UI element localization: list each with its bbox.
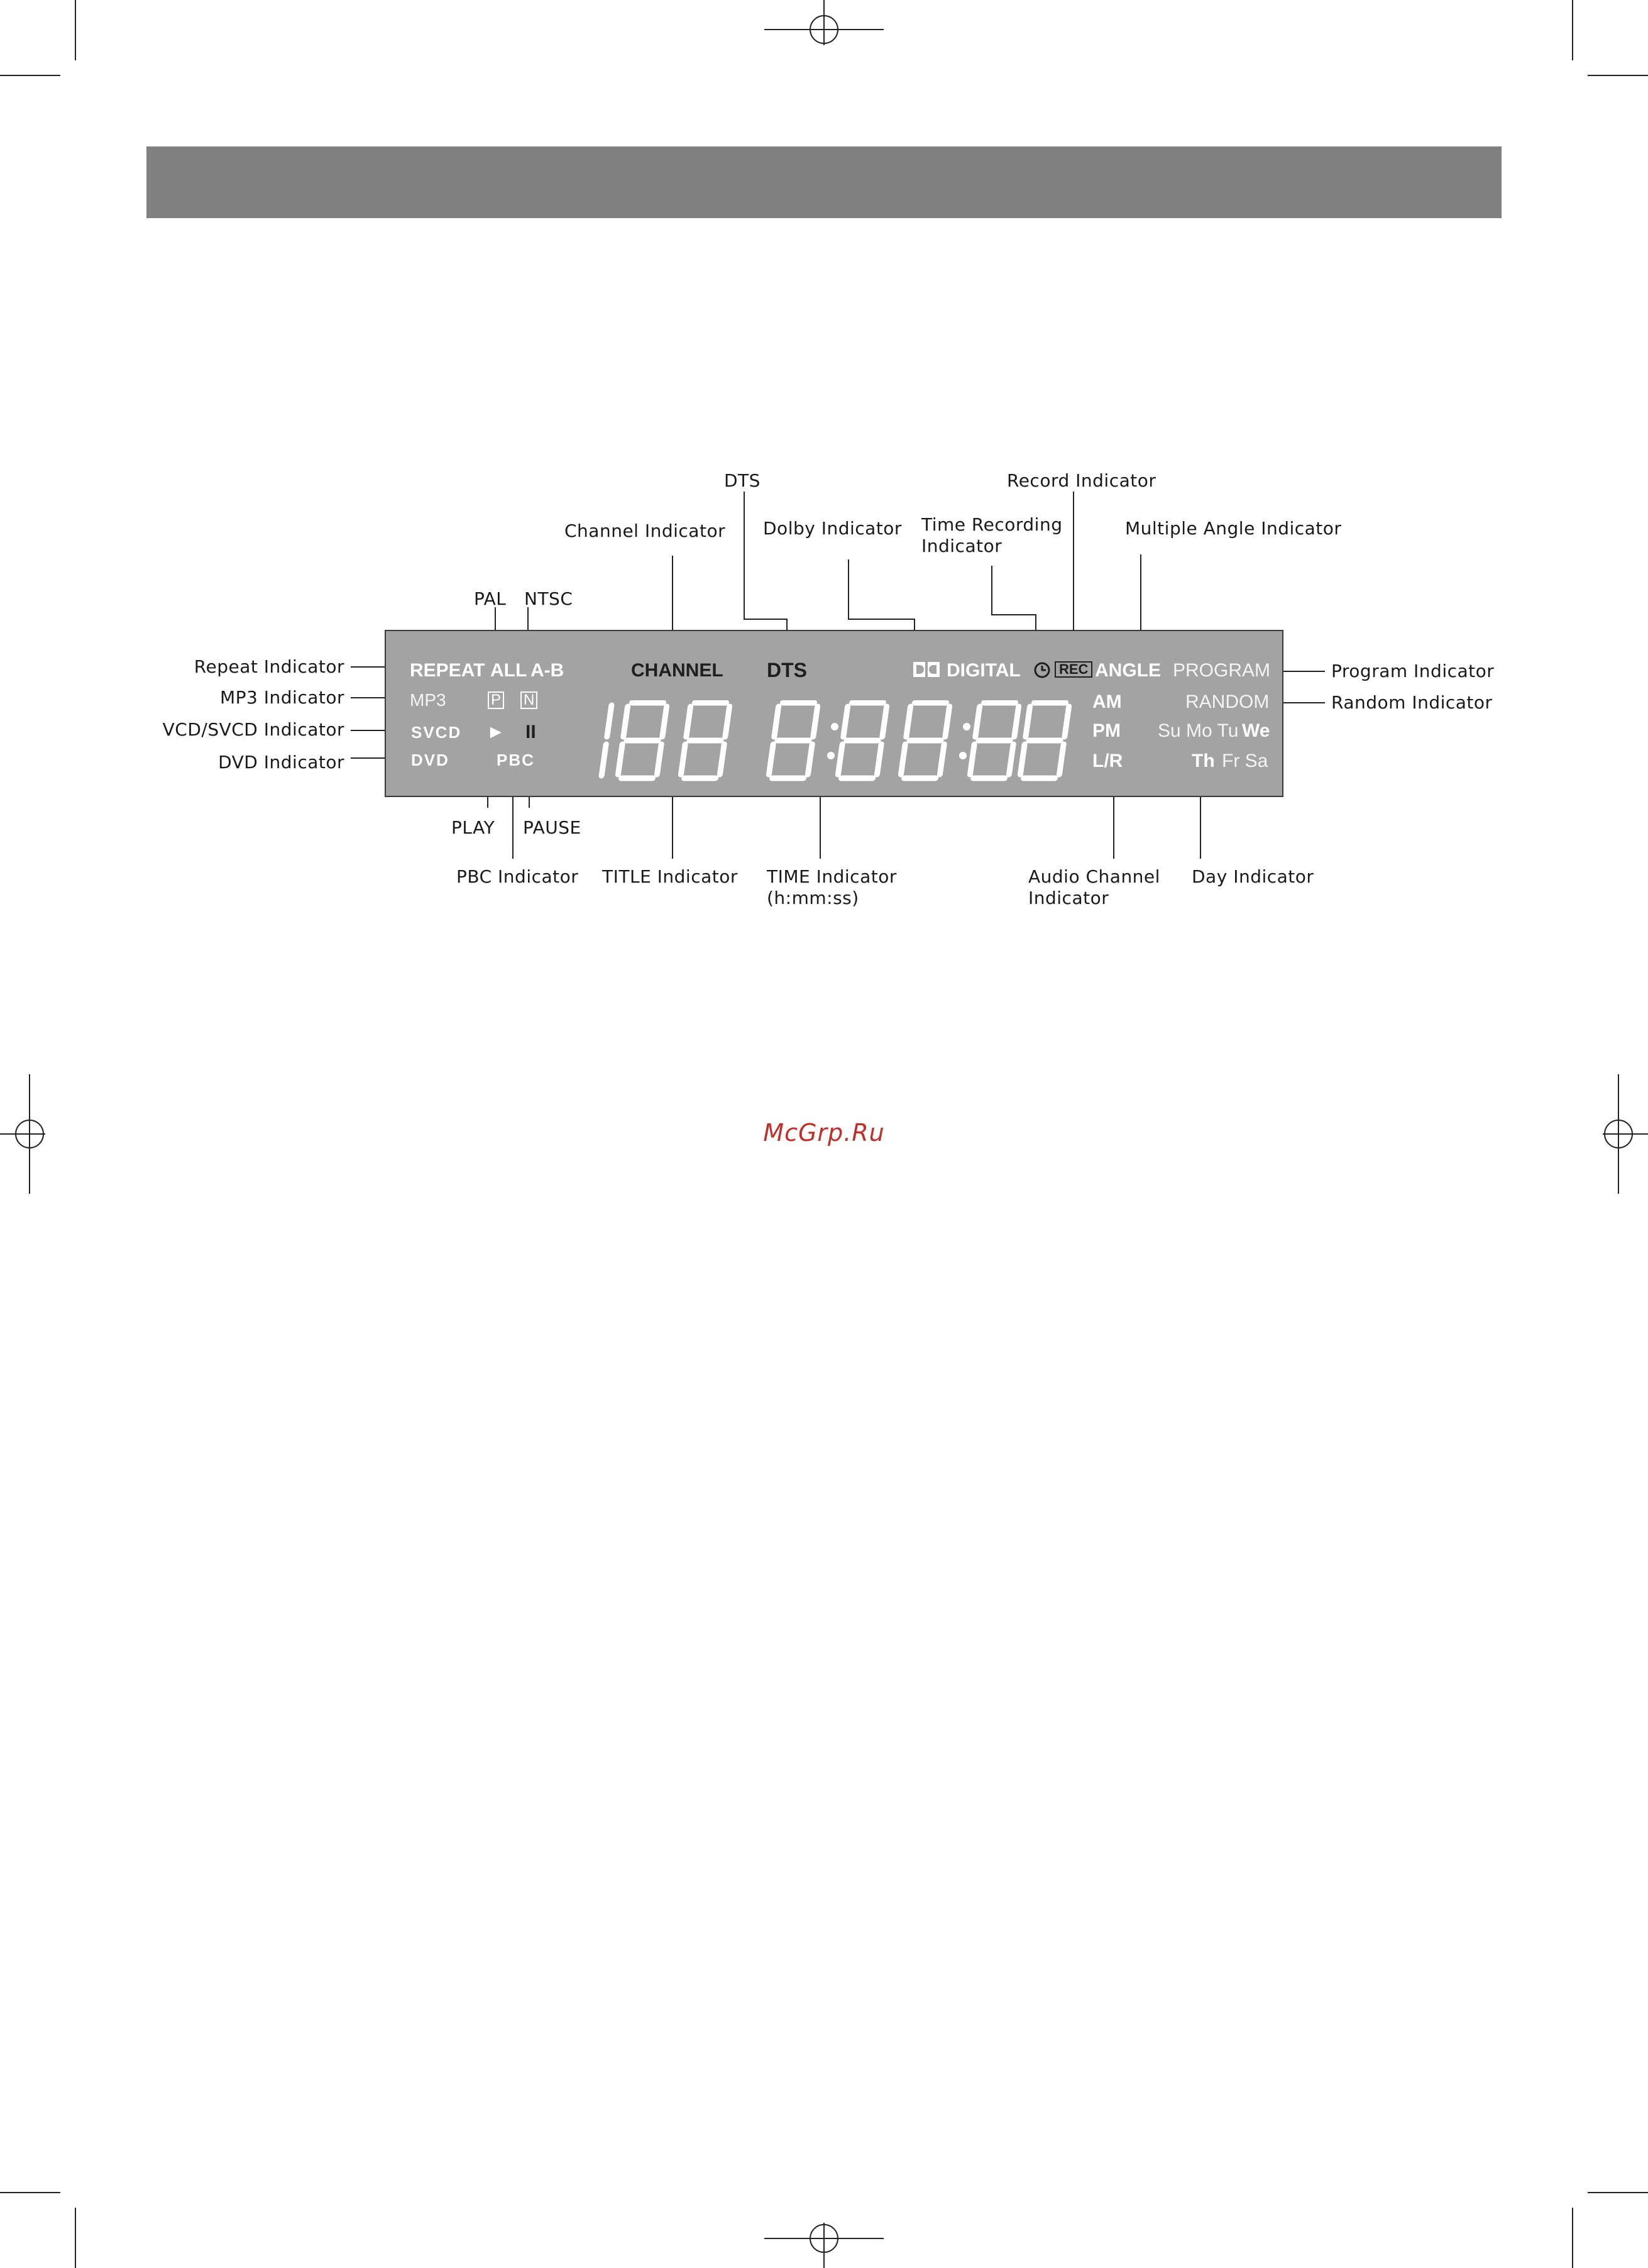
pm-segment: PM xyxy=(1092,720,1121,741)
title-digit-3 xyxy=(681,703,730,778)
repeat-segment: REPEAT xyxy=(410,660,485,681)
time-digit-sec-1 xyxy=(970,703,1019,778)
ab-segment: A-B xyxy=(530,660,564,681)
time-digit-min-1 xyxy=(838,703,887,778)
label-play: PLAY xyxy=(451,817,495,838)
days-segment-row2: Fr Sa xyxy=(1222,751,1268,771)
pbc-segment: PBC xyxy=(497,751,535,769)
label-channel-indicator: Channel Indicator xyxy=(564,520,726,541)
digital-segment: DIGITAL xyxy=(947,660,1021,681)
label-audio-channel-2: Indicator xyxy=(1028,888,1109,908)
pause-icon: II xyxy=(525,722,536,742)
random-segment: RANDOM xyxy=(1185,691,1270,712)
ntsc-segment: N xyxy=(520,691,537,709)
label-multiple-angle-indicator: Multiple Angle Indicator xyxy=(1125,518,1342,539)
dolby-double-d-icon xyxy=(913,660,940,683)
time-digit-sec-2 xyxy=(1020,703,1070,778)
dvd-segment: DVD xyxy=(411,751,449,769)
label-vcd-svcd-indicator: VCD/SVCD Indicator xyxy=(162,719,344,740)
thursday-segment: Th xyxy=(1192,751,1215,771)
label-time-indicator-1: TIME Indicator xyxy=(767,866,897,887)
label-dts-top: DTS xyxy=(724,470,761,491)
title-digit-1 xyxy=(602,705,612,776)
clock-icon xyxy=(1033,661,1051,681)
label-day-indicator: Day Indicator xyxy=(1192,866,1314,887)
time-digit-min-2 xyxy=(901,703,950,778)
wednesday-segment: We xyxy=(1242,720,1270,741)
label-pal: PAL xyxy=(474,588,507,609)
time-digit-hour xyxy=(769,703,818,778)
svcd-segment: SVCD xyxy=(411,723,462,742)
label-audio-channel-1: Audio Channel xyxy=(1028,866,1160,887)
label-dolby-indicator: Dolby Indicator xyxy=(763,518,902,539)
channel-segment: CHANNEL xyxy=(631,660,723,681)
label-random-indicator: Random Indicator xyxy=(1331,692,1493,713)
am-segment: AM xyxy=(1092,691,1122,712)
label-ntsc: NTSC xyxy=(524,588,573,609)
lr-segment: L/R xyxy=(1092,751,1123,771)
label-time-indicator-2: (h:mm:ss) xyxy=(767,888,859,908)
label-program-indicator: Program Indicator xyxy=(1331,661,1495,681)
label-mp3-indicator: MP3 Indicator xyxy=(220,687,344,708)
program-segment: PROGRAM xyxy=(1173,660,1271,681)
label-record-indicator: Record Indicator xyxy=(1007,470,1156,491)
mp3-segment: MP3 xyxy=(410,690,446,710)
label-time-recording-1: Time Recording xyxy=(921,514,1063,535)
angle-segment: ANGLE xyxy=(1095,660,1161,681)
timer-clock-icon xyxy=(1033,661,1051,679)
dolby-icon xyxy=(913,660,940,679)
rec-segment: REC xyxy=(1055,661,1092,678)
label-dvd-indicator: DVD Indicator xyxy=(218,752,344,773)
label-title-indicator: TITLE Indicator xyxy=(602,866,738,887)
pal-segment: P xyxy=(488,691,504,709)
label-repeat-indicator: Repeat Indicator xyxy=(194,656,344,677)
play-icon: ► xyxy=(486,722,505,742)
vfd-display-panel xyxy=(385,630,1283,797)
days-segment-row1: Su Mo Tu xyxy=(1158,720,1239,741)
dts-segment: DTS xyxy=(767,659,807,681)
all-segment: ALL xyxy=(490,660,527,681)
watermark: McGrp.Ru xyxy=(763,1119,885,1147)
label-time-recording-2: Indicator xyxy=(921,536,1003,556)
title-digit-2 xyxy=(618,703,667,778)
label-pbc-indicator: PBC Indicator xyxy=(456,866,579,887)
label-pause: PAUSE xyxy=(523,817,581,838)
seven-segment-digits xyxy=(587,700,1077,782)
